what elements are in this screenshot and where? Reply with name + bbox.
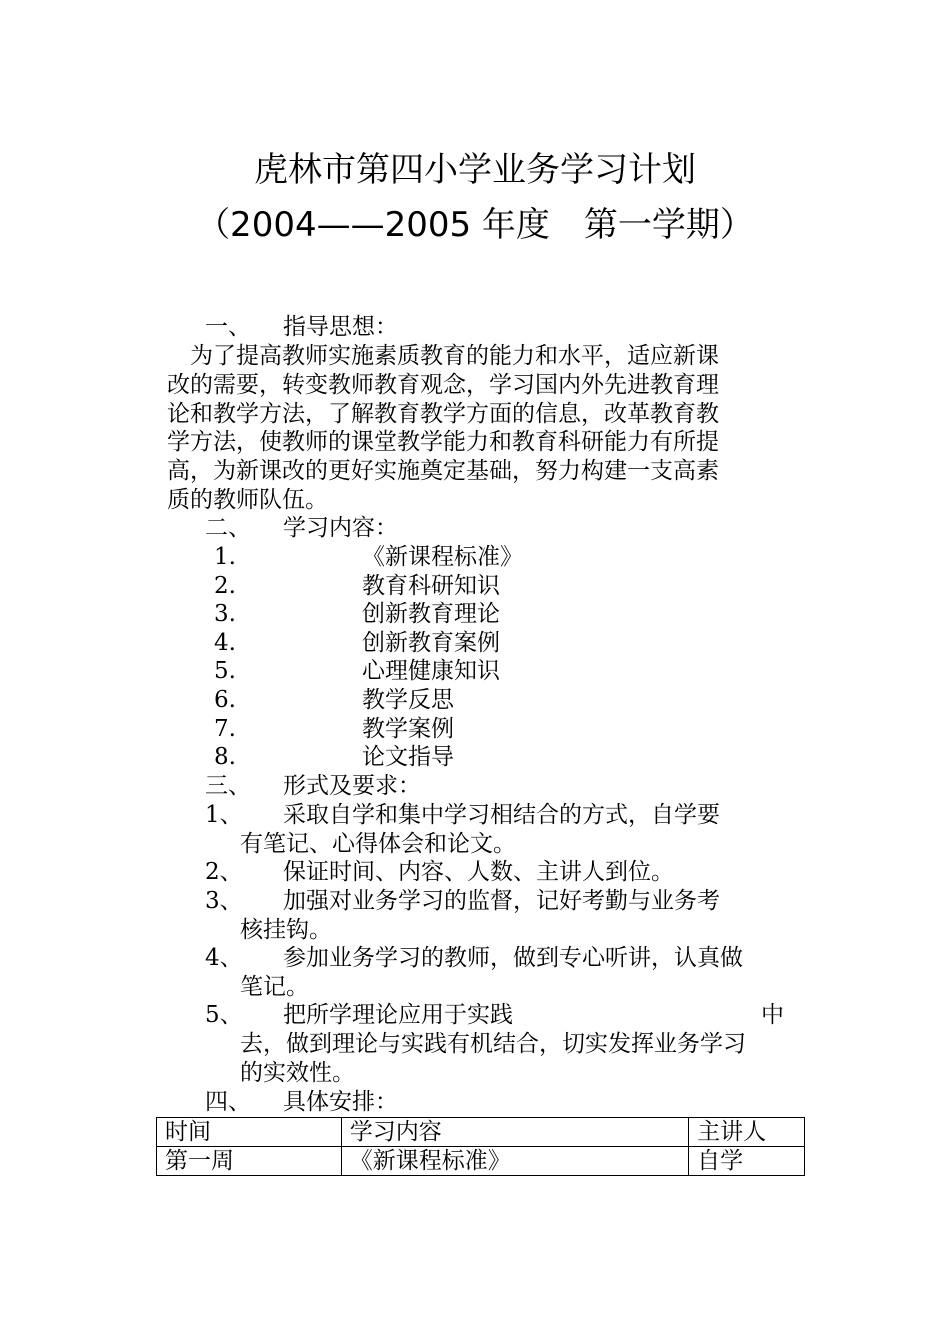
list-item-number: 7.: [214, 716, 236, 742]
document-subtitle: （2004——2005 年度 第一学期）: [196, 205, 754, 245]
guiding-thought-paragraph: [167, 342, 784, 515]
section-3-number: 三、: [205, 773, 251, 799]
document-title: 虎林市第四小学业务学习计划: [254, 150, 696, 190]
list-item-text: 心理健康知识: [362, 658, 500, 684]
list-item-number: 2.: [214, 573, 236, 599]
section-2-number: 二、: [205, 515, 251, 541]
list-item-text: 创新教育理论: [362, 601, 500, 627]
section-1-title: 指导思想：: [283, 314, 398, 340]
requirement-text: 去，做到理论与实践有机结合，切实发挥业务学习: [240, 1031, 746, 1057]
section-3-title: 形式及要求：: [283, 773, 421, 799]
list-item-number: 4.: [214, 630, 236, 656]
paragraph-line: 改的需要，转变教师教育观念，学习国内外先进教育理: [167, 371, 719, 398]
section-2-title: 学习内容：: [283, 515, 398, 541]
table-cell: 自学: [689, 1147, 805, 1176]
requirement-text: 的实效性。: [240, 1060, 355, 1086]
list-item-number: 1.: [214, 544, 236, 570]
list-item-number: 6.: [214, 687, 236, 713]
requirement-text: 参加业务学习的教师，做到专心听讲，认真做: [283, 945, 743, 971]
requirement-text: 核挂钩。: [240, 917, 332, 943]
list-item-number: 5.: [214, 658, 236, 684]
list-item-text: 教育科研知识: [362, 573, 500, 599]
schedule-table: [156, 1117, 805, 1176]
paragraph-line: 论和教学方法，了解教育教学方面的信息，改革教育教: [167, 400, 719, 427]
section-4-title: 具体安排：: [283, 1089, 398, 1115]
list-item-text: 教学案例: [362, 716, 454, 742]
requirement-text: 笔记。: [240, 974, 309, 1000]
requirement-number: 3、: [205, 888, 243, 914]
table-header-cell: 学习内容: [341, 1118, 688, 1147]
list-item-text: 《新课程标准》: [362, 544, 523, 570]
paragraph-line: 质的教师队伍。: [167, 486, 328, 513]
list-item-text: 教学反思: [362, 687, 454, 713]
section-1-number: 一、: [205, 314, 251, 340]
requirement-text-end: 中: [761, 1002, 784, 1028]
requirement-text: 有笔记、心得体会和论文。: [240, 831, 516, 857]
requirement-number: 4、: [205, 945, 243, 971]
requirement-number: 1、: [205, 802, 243, 828]
list-item-number: 8.: [214, 744, 236, 770]
requirement-text: 加强对业务学习的监督，记好考勤与业务考: [283, 888, 720, 914]
table-header-cell: 主讲人: [689, 1118, 805, 1147]
section-4-number: 四、: [205, 1089, 251, 1115]
table-header-cell: 时间: [157, 1118, 342, 1147]
table-row: [157, 1147, 805, 1176]
requirement-text: 采取自学和集中学习相结合的方式，自学要: [283, 802, 720, 828]
requirement-text: 把所学理论应用于实践: [283, 1002, 513, 1028]
paragraph-line: 为了提高教师实施素质教育的能力和水平，适应新课: [167, 343, 719, 369]
paragraph-line: 高，为新课改的更好实施奠定基础，努力构建一支高素: [167, 458, 719, 485]
list-item-number: 3.: [214, 601, 236, 627]
paragraph-line: 学方法，使教师的课堂教学能力和教育科研能力有所提: [167, 429, 719, 456]
requirement-number: 2、: [205, 859, 243, 885]
requirement-number: 5、: [205, 1002, 243, 1028]
table-header-row: [157, 1118, 805, 1147]
requirement-text: 保证时间、内容、人数、主讲人到位。: [283, 859, 674, 885]
list-item-text: 论文指导: [362, 744, 454, 770]
list-item-text: 创新教育案例: [362, 630, 500, 656]
table-cell: 第一周: [157, 1147, 342, 1176]
table-cell: 《新课程标准》: [341, 1147, 688, 1176]
